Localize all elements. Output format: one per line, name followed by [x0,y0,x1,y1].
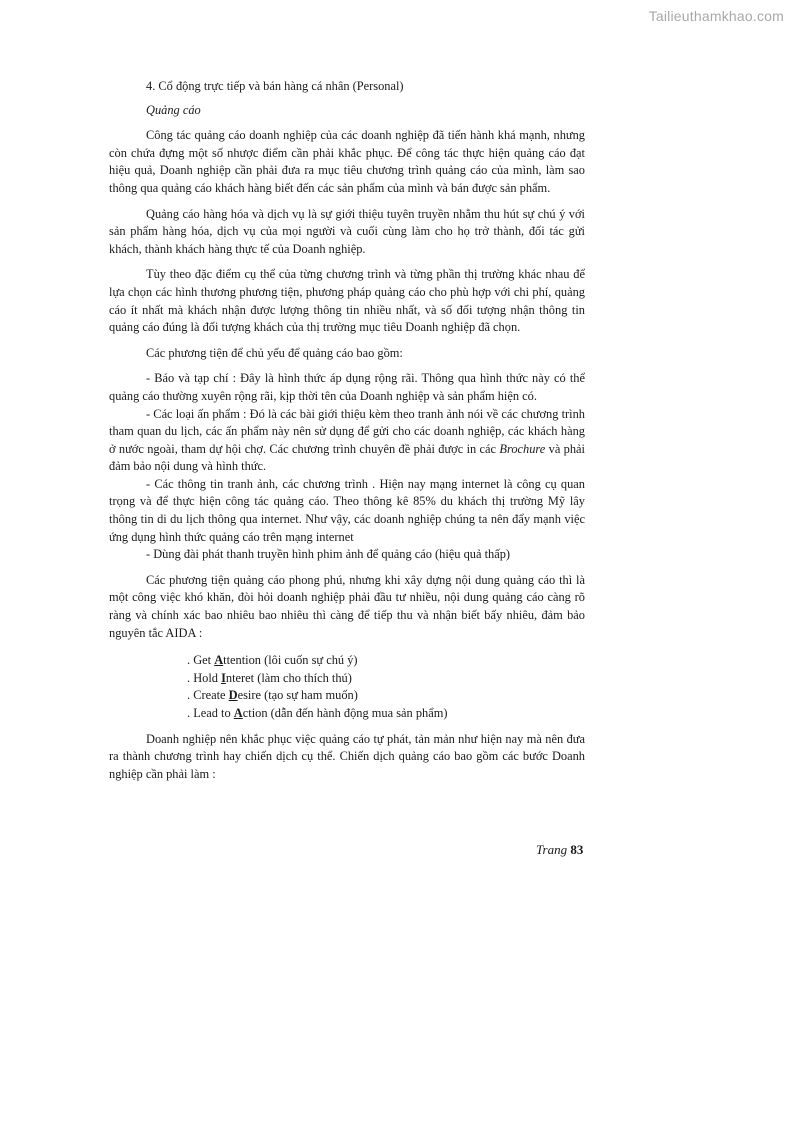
aida-list [187,652,585,722]
page-label: Trang [536,842,568,857]
aida-letter: A [233,706,243,720]
aida-item [187,705,585,723]
aida-rest: ction (dẫn đến hành động mua sản phẩm) [242,706,448,720]
aida-item [187,652,585,670]
aida-letter: D [228,688,238,703]
page-number [536,842,583,858]
page-number-value: 83 [570,842,584,857]
bullet-publications-text-end: và phải đảm bảo nội dung và hình thức. [109,441,585,474]
paragraph-3: Tùy theo đặc điểm cụ thể của từng chương trình và từng phần thị trường khác nhau để lựa chọn các hình thương phương tiện, phương pháp quảng cáo cho phù hợp với chi phí, quảng cáo ít nhất mà khách nhận được lượng thông tin nhiều nhất, và số đối tượng nhận thông tin quảng cáo đúng là đối tượng khách của thị trường mục tiêu Doanh nghiệp đã chọn. [109,267,585,335]
bullet-broadcast: - Dùng đài phát thanh truyền hình phim ảnh để quảng cáo (hiệu quả thấp) [146,547,511,562]
section-heading: 4. Cổ động trực tiếp và bán hàng cá nhân (Personal) [146,79,404,93]
aida-rest: ttention (lôi cuốn sự chú ý) [223,653,358,668]
aida-rest: nteret (làm cho thích thú) [225,670,352,685]
bullet-newspapers: - Báo và tạp chí : Đây là hình thức áp dụng rộng rãi. Thông qua hình thức này có thể quảng cáo thường xuyên rộng rãi, kịp thời tên của Doanh nghiệp và sản phẩm hiện có. [109,371,585,403]
bullet-publications-text: - Các loại ấn phẩm : Đó là các bài giới thiệu kèm theo tranh ảnh nói về các chương trình tham quan du lịch, các ấn phẩm này nên sử dụng để gửi cho các doanh nghiệp, các khách hàng ở nước ngoài, tham dự hội chợ. Các chương trình chuyên đề phải được in các [109,406,585,456]
aida-letter: I [221,670,226,685]
aida-rest: esire (tạo sự ham muốn) [237,688,358,703]
bullet-publications [109,406,585,476]
aida-prefix: . Lead to [187,706,234,720]
aida-prefix: . Get [187,653,215,668]
paragraph-4: Các phương tiện để chủ yếu để quảng cáo bao gồm: [146,345,403,360]
aida-item [187,687,585,705]
brochure-term: Brochure [499,441,546,456]
aida-letter: A [214,653,224,668]
aida-prefix: . Hold [187,670,222,685]
aida-item [187,670,585,688]
bullet-internet: - Các thông tin tranh ảnh, các chương trình . Hiện nay mạng internet là công cụ quan trọng và để thực hiện công tác quảng cáo. Theo thông kê 85% du khách thị trường Mỹ lây thông tin di du lịch thông qua internet. Như vậy, các doanh nghiệp chúng ta nên đẩy mạnh việc ứng dụng hình thức quảng cáo trên mạng internet [109,476,585,544]
aida-prefix: . Create [187,688,229,703]
paragraph-1: Công tác quảng cáo doanh nghiệp của các doanh nghiệp đã tiến hành khá mạnh, nhưng còn chứa đựng một số nhược điểm cần phải khắc phục. Để công tác thực hiện quảng cáo đạt hiệu quả, Doanh nghiệp cần phải đưa ra mục tiêu chương trình quảng cáo của mình, làm sao thông qua quảng cáo khách hàng biết đến các sản phẩm của mình và bán được sản phẩm. [109,128,585,195]
subsection-title: Quảng cáo [146,102,201,117]
paragraph-2: Quảng cáo hàng hóa và dịch vụ là sự giới thiệu tuyên truyền nhằm thu hút sự chú ý với sản phẩm hàng hóa, dịch vụ của mọi người và cuối cùng làm cho họ trở thành, đối tác gửi khách, thành khách hàng thực tế của Doanh nghiệp. [109,206,585,256]
document-body [109,78,585,783]
paragraph-6: Doanh nghiệp nên khắc phục việc quảng cáo tự phát, tản mản như hiện nay mà nên đưa ra thành chương trình hay chiến dịch cụ thể. Chiến dịch quảng cáo bao gồm các bước Doanh nghiệp cần phải làm : [109,731,585,781]
paragraph-5: Các phương tiện quảng cáo phong phú, nhưng khi xây dựng nội dung quảng cáo thì là một công việc khó khăn, đòi hỏi doanh nghiệp phải đầu tư nhiều, nội dung quảng cáo càng rõ ràng và chính xác bao nhiêu bao nhiêu thì càng để tiếp thu và nhận biết bấy nhiêu, đảm bảo nguyên tắc AIDA : [109,572,585,640]
watermark: Tailieuthamkhao.com [648,8,784,24]
